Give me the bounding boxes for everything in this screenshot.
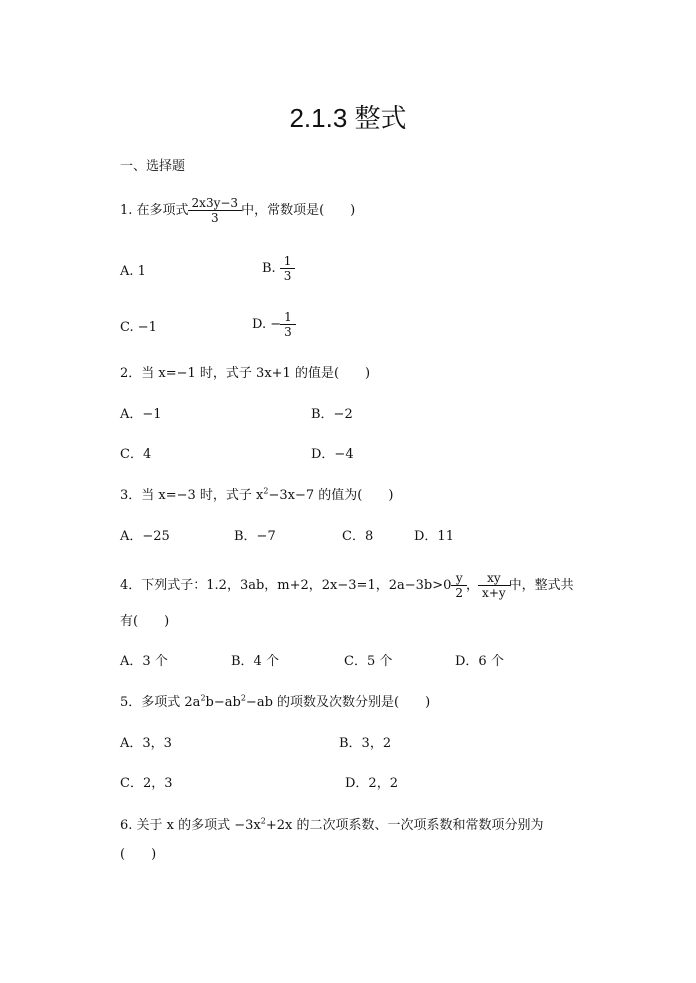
- q4-option-a: A．3 个: [120, 654, 168, 669]
- q1-option-d: [252, 310, 295, 339]
- q1-option-b-denominator: 3: [280, 268, 296, 283]
- q4-option-d: D．6 个: [455, 654, 504, 669]
- q1-option-d-denominator: 3: [280, 324, 296, 339]
- q1-stem-suffix: 中，常数项是( ): [241, 203, 356, 218]
- question-6-stem: [120, 818, 544, 834]
- q2-option-a: A．−1: [120, 407, 162, 422]
- q4-fraction-1: [453, 571, 465, 600]
- question-4-line2: 有( ): [120, 614, 170, 629]
- q4-fraction-1-denominator: 2: [451, 585, 467, 600]
- q5-stem-suffix: −ab 的项数及次数分别是( ): [245, 695, 431, 710]
- question-5-stem: [120, 695, 430, 711]
- q5-stem-prefix: 5．多项式 2a: [120, 695, 201, 710]
- q3-stem-prefix: 3．当 x=−3 时，式子 x: [120, 488, 264, 503]
- q3-option-b: B．−7: [234, 529, 276, 544]
- q4-separator: ，: [466, 578, 480, 593]
- q6-stem-prefix: 6. 关于 x 的多项式 −3x: [120, 818, 261, 833]
- q4-option-b: B．4 个: [231, 654, 279, 669]
- q4-fraction-1-numerator: y: [455, 571, 463, 585]
- section-heading: 一、选择题: [120, 159, 186, 174]
- q1-option-d-label: D. −: [252, 317, 282, 332]
- q4-stem-prefix: 4．下列式子：1.2，3ab，m+2，2x−3=1，2a−3b>0: [120, 578, 452, 593]
- q3-option-c: C．8: [342, 529, 374, 544]
- q6-stem-suffix: +2x 的二次项系数、一次项系数和常数项分别为: [265, 818, 544, 833]
- q3-option-a: A．−25: [120, 529, 170, 544]
- q3-stem-suffix: −3x−7 的值为( ): [268, 488, 394, 503]
- q4-stem-suffix: 中，整式共: [508, 578, 574, 593]
- q5-option-c: C．2，3: [120, 776, 173, 791]
- q3-option-d: D．11: [414, 529, 454, 544]
- q5-exponent-2: 2: [240, 693, 246, 703]
- q3-exponent: 2: [263, 486, 269, 496]
- q1-option-d-numerator: 1: [284, 310, 292, 324]
- q1-stem-prefix: 1. 在多项式: [120, 203, 189, 218]
- q5-stem-middle: b−ab: [205, 695, 241, 710]
- q4-fraction-2: [480, 571, 508, 600]
- q5-exponent-1: 2: [200, 693, 206, 703]
- q2-option-b: B．−2: [311, 407, 353, 422]
- q5-option-a: A．3，3: [120, 736, 172, 751]
- q4-fraction-2-numerator: xy: [487, 571, 501, 585]
- question-2-stem: 2．当 x=−1 时，式子 3x+1 的值是( ): [120, 366, 371, 381]
- q1-option-d-fraction: [282, 310, 294, 339]
- q1-option-b-fraction: [282, 254, 294, 283]
- q1-fraction: [190, 196, 241, 225]
- q1-option-b-numerator: 1: [283, 254, 292, 268]
- q4-fraction-2-denominator: x+y: [478, 585, 510, 600]
- q4-option-c: C．5 个: [344, 654, 393, 669]
- q1-option-a: A. 1: [120, 264, 146, 279]
- page-title: 2.1.3 整式: [289, 103, 407, 133]
- q1-option-b-label: B.: [262, 261, 276, 276]
- question-6-line2: ( ): [120, 847, 157, 862]
- q5-option-d: D．2，2: [345, 776, 398, 791]
- q1-option-c: C. −1: [120, 320, 157, 335]
- question-1-stem: [120, 196, 355, 225]
- q2-option-d: D．−4: [311, 447, 354, 462]
- question-3-stem: [120, 488, 393, 504]
- q6-exponent: 2: [260, 816, 266, 826]
- q5-option-b: B．3，2: [339, 736, 392, 751]
- q2-option-c: C．4: [120, 447, 152, 462]
- question-4-stem: [120, 571, 574, 600]
- q1-fraction-numerator: 2x3y−3: [191, 196, 239, 210]
- q1-fraction-denominator: 3: [188, 210, 243, 225]
- q1-option-b: [262, 254, 294, 283]
